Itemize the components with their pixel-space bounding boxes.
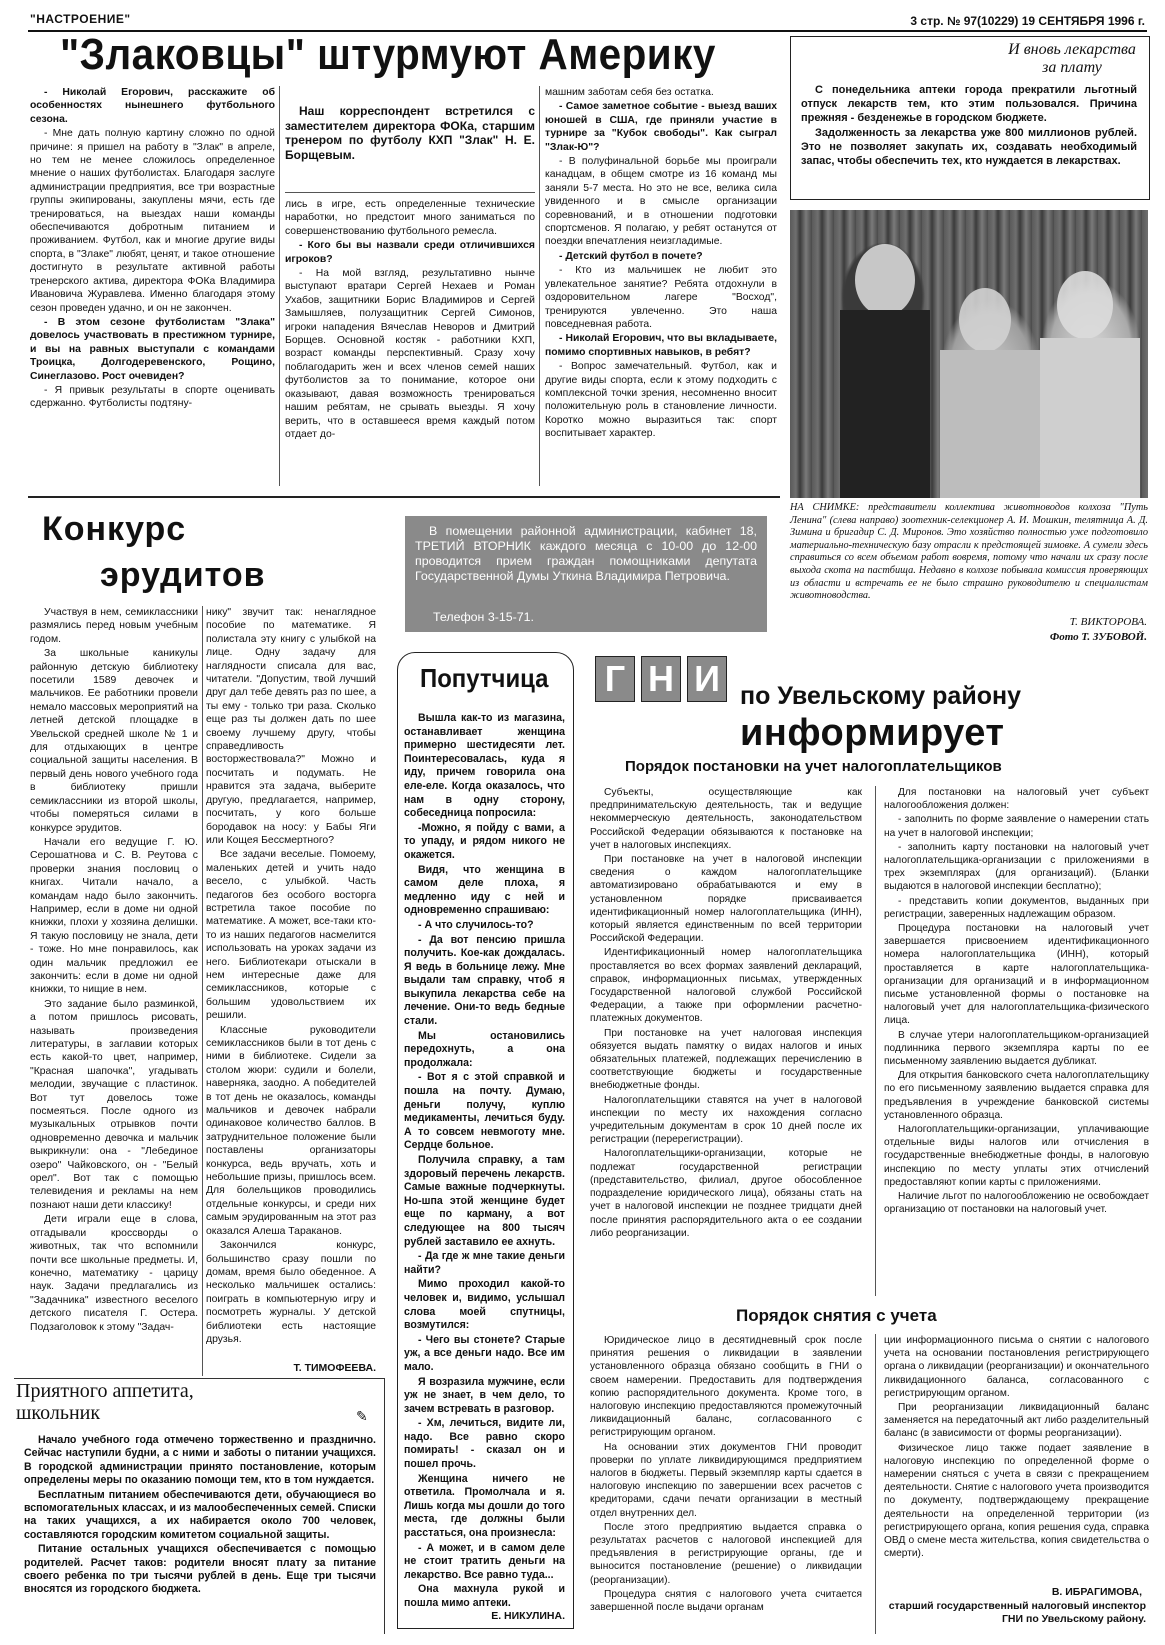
appetite-pencil-icon: ✎ — [356, 1408, 368, 1424]
paragraph: - В этом сезоне футболистам "Злака" довелось участвовать в престижном турнире, и вы на равных выступали с командами Троицка, Долгодеревенского, Рощино, Синеглазово. Рост очевиден? — [30, 316, 275, 382]
paragraph: Наличие льгот по налогообложению не освобождает организацию от постановки на налоговый учет. — [884, 1191, 1149, 1216]
section-rule — [28, 496, 780, 498]
zlak-col-1 — [30, 86, 275, 412]
paragraph: Бесплатным питанием обеспечиваются дети, обучающиеся во вспомогательных классах, и из малообеспеченных семей. Списки на таких учащихся, а их набирается около 700 человек, составляются городским комитетом социальной защиты. — [24, 1488, 376, 1541]
paragraph: - Мне дать полную картину сложно по одной причине: я пришел на работу в "Злак" в апреле, но тем не менее сложилось определенное мнение о наших футболистах. Благодаря заслуге администрации предприятия, все три возрастные группы экипированы, закуплены мячи, есть где тренироваться, на выездах наши команды обеспечиваются добротным питанием и проживанием. Футбол, как и многие другие виды спорта, в "Злаке" любят, ценят, и такое отношение достигнуто в результате активной работы тренерского актива, директора ФОКа Владимира Ивановича Журавлева. Именно благодаря этому сезон проведен удачно, и он не закончен. — [30, 128, 275, 314]
livestock-team-photo — [790, 210, 1148, 498]
paragraph: Субъекты, осуществляющие как предпринимательскую деятельность, так и ведущие некоммерческую деятельность, законодательством Российской Федерации обязываются к постановке на учет в налоговых инспекциях. — [590, 787, 862, 851]
paragraph: С понедельника аптеки города прекратили льготный отпуск лекарств тем, кто этим пользовался. Причина прежняя - безденежье в городском бюджете. — [801, 84, 1137, 124]
gni-subheading-2: Порядок снятия с учета — [736, 1306, 937, 1325]
caption-author: Т. ВИКТОРОВА. — [1069, 616, 1147, 628]
paragraph: Питание остальных учащихся обеспечивается с помощью родителей. Расчет таков: родители вносят плату за питание своего ребенка по три тысячи рублей в день. Еще три тысячи вносятся из городского бюджета. — [24, 1543, 376, 1596]
gni-col-4 — [884, 1334, 1149, 1561]
issue-info: 3 стр. № 97(10229) 19 СЕНТЯБРЯ 1996 г. — [910, 14, 1145, 28]
photo-credit: Фото Т. ЗУБОВОЙ. — [1049, 631, 1147, 643]
column-rule — [279, 86, 280, 486]
admin-notice — [405, 516, 767, 632]
gni-line-2: информирует — [740, 712, 1005, 754]
paragraph: Участвуя в нем, семиклассники размялись перед новым учебным годом. — [30, 607, 198, 645]
paragraph: - заполнить карту постановки на налоговый учет налогоплательщика-организации с приложениями в трех экземплярах (для организаций). (Бланки выдаются в налоговой инспекции бесплатно); — [884, 841, 1149, 893]
paragraph: Все задачи веселые. Помоему, маленьких детей и учить надо весело, с улыбкой. Часть педагогов без особого восторга встретила такое пособие по математике. А может, все-таки кто-то из наших педагогов насмелится использовать на уроках задачи из него. Библиотекари отыскали в нем интересные даже для семиклассников, которые с большим удовольствием их решили. — [206, 849, 376, 1022]
gni-letter: Г — [595, 656, 635, 702]
gni-author-role: старший государственный налоговый инспектор ГНИ по Увельскому району. — [888, 1600, 1146, 1625]
gni-col-3 — [590, 1334, 862, 1615]
column-rule — [875, 1334, 876, 1634]
paragraph: Дети играли еще в слова, отгадывали кроссворды о животных, так что вспомнили почти все школьные предметы. И, конечно, математику - царицу наук. Задачи предлагались из "Задачника" известного веселого детского писателя Г. Остера. Подзаголовок к этому "Задач- — [30, 1214, 198, 1333]
paragraph: Юридическое лицо в десятидневный срок после принятия решения о ликвидации в заявлении установленного образца обязано сообщить в ГНИ о своем намерении. Предоставить для подтверждения копию распорядительного документа. Кроме того, в налоговую инспекцию предоставляются промежуточный ликвидационный баланс, согласованного с регистрирующим органом. — [590, 1335, 862, 1439]
paragraph: На основании этих документов ГНИ проводит проверки по уплате ликвидирующимся предприятием налогов в бюджеты. Первый экземпляр карты сдается в налоговую инспекцию по завершении всех расчетов с кредиторами, сдачи печати организации в местный отдел внутренних дел. — [590, 1441, 862, 1519]
paragraph: Женщина ничего не ответила. Промолчала и я. Лишь когда мы дошли до того места, где должны были расстаться, она произнесла: — [404, 1472, 565, 1540]
paragraph: При постановке на учет в налоговой инспекции сведения о каждом налогоплательщике автоматизировано обрабатываются и ему в установленном порядке присваивается идентификационный номер налогоплательщика (ИНН), который является единственным по всей территории Российской Федерации. — [590, 854, 862, 945]
paragraph: - А что случилось-то? — [418, 918, 534, 931]
lead-rule — [285, 192, 535, 193]
gni-letters — [595, 656, 727, 702]
paragraph: Получила справку, а там здоровый перечень лекарств. Самые важные подчеркнуты. Но-шпа этой женщине будет еще по карману, а вот следующее на 800 тысяч рублей заставило ее ахнуть. — [404, 1154, 565, 1248]
appetite-title-2: школьник — [16, 1402, 101, 1424]
paragraph: Закончился конкурс, большинство сразу пошли по домам, время было обеденное. А несколько мальчишек остались: поиграть в компьютерную игру и посмотреть журналы. У детской библиотеки есть настоящие друзья. — [206, 1240, 376, 1345]
photo-caption: НА СНИМКЕ: представители коллектива животноводов колхоза "Путь Ленина" (слева направо) зоотехник-селекционер А. И. Мошкин, телятница А. Д. Зимина и бригадир С. Д. Миронов. Это хозяйство полностью уже подготовило материально-техническую базу отрасли к предстоящей зимовке. А сумели здесь справиться со всем объемом работ вовремя, потому что начали их сразу после выхода скота на пастбища. Недавно в колхозе побывала комиссия проверяющих из области и встречать ее не было страшно руководителю и специалистам животноводства. — [790, 502, 1148, 602]
paragraph: Идентификационный номер налогоплательщика проставляется во всех формах заявлений деклараций, справок, информационных письмах, утвержденных Государственной налоговой службой Российской Федерации, а также при оформлении расчетно-платежных документов. — [590, 947, 862, 1025]
zlak-col-3 — [545, 86, 777, 442]
contest-author: Т. ТИМОФЕЕВА. — [293, 1362, 376, 1374]
section-label: "НАСТРОЕНИЕ" — [30, 12, 131, 26]
paragraph: - На мой взгляд, результативно нынче выступают вратари Сергей Нехаев и Роман Ухабов, защитники Борис Владимиров и Сергей Замышляев, полузащитник Сергей Симонов, игроки нападения Вячеслав Неворов и Дмитрий Борщев. Основной костяк - работники КХП, возраст команды перспективный. Сразу хочу поблагодарить жен и всех членов семей наших футболистов за то понимание, которое они оказывают, давая возможность тренироваться нашим ребятам, не срывать выезды. Я хочу верить, что в оставшееся время каждый потом отдает до- — [285, 268, 535, 440]
medicine-box — [790, 36, 1150, 200]
zlak-title: "Злаковцы" штурмуют Америку — [60, 30, 716, 79]
contest-title-1: Конкурс — [42, 510, 187, 548]
column-rule — [875, 786, 876, 1296]
paragraph: - Да где ж мне такие деньги найти? — [404, 1250, 565, 1276]
paragraph: Я возразила мужчине, если уж не знает, в чем дело, то зачем встревать в разговор. — [404, 1375, 565, 1415]
zlak-lead: Наш корреспондент встретился с заместителем директора ФОКа, старшим тренером по футболу КХП "Злак" Н. Е. Борщевым. — [285, 104, 535, 162]
gni-letter: И — [687, 656, 727, 702]
paragraph: Это задание было разминкой, а потом пришлось рисовать, называть произведения литературы, в заглавии которых есть какой-то цвет, например, "Красная шапочка", угадывать мелодии, звучащие с пластинок. Вот тут довелось тоже посмеяться. После одного из музыкальных отрывков почти одновременно девочка и мальчик выкрикнули: она - "Лебединое озеро" Чайковского, он - "Белый орел". Вот так с помощью телевидения и рекламы на нем познают наши дети классику! — [30, 998, 198, 1211]
poputchitsa-author: Е. НИКУЛИНА. — [491, 1610, 565, 1622]
column-rule — [202, 606, 203, 1376]
gni-subheading-1: Порядок постановки на учет налогоплательщиков — [625, 758, 1002, 775]
paragraph: - представить копии документов, выданных при регистрации, заверенных надлежащим образом. — [884, 895, 1149, 920]
gni-col-1 — [590, 786, 862, 1241]
paragraph: Задолженность за лекарства уже 800 миллионов рублей. Это не позволяет закупать их, создавать необходимый запас, чтобы обеспечить тех, кто нуждается в лекарствах. — [801, 127, 1137, 167]
gni-col-2 — [884, 786, 1149, 1218]
paragraph: - А может, и в самом деле не стоит тратить деньги на лекарство. Все равно туда... — [404, 1541, 565, 1581]
paragraph: Классные руководители семиклассников были в тот день с ними в библиотеке. Сидели за столом жюри: судили и болели, наверняка, заодно. А победителей в тот день не оказалось, команды мальчиков и девочек набрали одинаковое количество баллов. В затруднительное положение были поставлены организаторы конкурса, ведь вручать, хоть и небольшие призы, пришлось всем. Для болельщиков проводились отдельные конкурсы, и среди них самым эрудированным на этот раз оказался Алеша Тараканов. — [206, 1024, 376, 1237]
paragraph: Видя, что женщина в самом деле плоха, я медленно иду с ней и одновременно спрашиваю: — [404, 863, 565, 917]
paragraph: Налогоплательщики ставятся на учет в налоговой инспекции по месту их нахождения согласно учредительным документам в срок 10 дней после их регистрации (перерегистрации). — [590, 1094, 862, 1146]
paragraph: ции информационного письма о снятии с налогового учета на основании постановления регистрирующего органа о ликвидации (реорганизации) и окончательного ликвидационного баланса, согласованного с регистрирующим органом. — [884, 1335, 1149, 1399]
paragraph: - Кого бы вы назвали среди отличившихся игроков? — [285, 240, 535, 265]
appetite-title-1: Приятного аппетита, — [16, 1380, 194, 1402]
contest-title-2: эрудитов — [100, 556, 266, 594]
paragraph: Начали его ведущие Г. Ю. Серошатнова и С. В. Реутова с проверки знания пословиц о книгах. Читали начало, а командам надо было закончить. Например, если в доме ни одной книжки, плохи у хозяина делишки. Я такую пословицу не знала, дети - тоже. Но мне понравилось, как один мальчик предложил ее закончить: если в доме ни одной книжки, то нищие в нем. — [30, 836, 198, 996]
paragraph: - Кто из мальчишек не любит это увлекательное занятие? Ребята отдохнули в оздоровительном лагере "Восход", тренируются увлеченно. Это наша повседневная работа. — [545, 265, 777, 330]
paragraph: Процедура постановки на налоговый учет завершается присвоением идентификационного номера налогоплательщика (ИНН), который проставляется в карте налогоплательщика-организации для организаций и в информационном письме установленной формы о постановке на налоговый учет для налогоплательщика-физического лица. — [884, 923, 1149, 1027]
paragraph: - Да вот пенсию пришла получить. Кое-как дождалась. Я ведь в больнице лежу. Мне выдали там справку, чтоб я выкупила лекарства себе на лечение. Они-то ведь бедные стали. — [404, 933, 565, 1028]
zlak-col-2 — [285, 198, 535, 442]
paragraph: Процедура снятия с налогового учета считается завершенной после выдачи органам — [590, 1588, 862, 1614]
paragraph: - Вот я с этой справкой и пошла на почту. Думаю, деньги получу, куплю медикаменты, лечиться буду. А то совсем невмоготу мне. Сердце больное. — [404, 1071, 565, 1152]
paragraph: Начало учебного года отмечено торжественно и празднично. Сейчас наступили будни, а с ними и заботы о питании учащихся. В городской администрации принято постановление, которым определены меры по оказанию помощи тем, кто в том нуждается. — [24, 1434, 376, 1487]
paragraph: - Хм, лечиться, видите ли, надо. Все равно скоро помирать! - сказал он и пошел прочь. — [404, 1417, 565, 1471]
admin-notice-text: В помещении районной администрации, кабинет 18, ТРЕТИЙ ВТОРНИК каждого месяца с 10-00 до 12-00 проводится прием граждан помощниками депутата Государственной Думы Уткина Владимира Петровича. — [415, 524, 757, 583]
paragraph: Налогоплательщики-организации, уплачивающие отдельные виды налогов или отчисления в государственные внебюджетные фонды, в налоговую инспекцию по месту уплаты этих отчислений предоставляют копии карты с приложениями. — [884, 1124, 1149, 1188]
medicine-body — [801, 83, 1137, 169]
paragraph: - Чего вы стонете? Старые уж, а все деньги надо. Все им мало. — [404, 1333, 565, 1373]
paragraph: Физическое лицо также подает заявление в налоговую инспекцию по определенной форме о намерении сняться с учета в связи с прекращением деятельности. Снятие с налогового учета производится по документу, подтверждающему прекращение деятельности на определенной территории (из регистрирующего органа, копия решения суда, справка ОВД о смене места жительства, копия свидетельства о смерти). — [884, 1442, 1149, 1560]
gni-line-1: по Увельскому району — [740, 682, 1021, 710]
paragraph: машним заботам себя без остатка. — [545, 87, 714, 98]
paragraph: После этого предприятию выдается справка о результатах расчетов с налоговой инспекцией для предъявления в регистрирующие органы, где и выносится постановление (решение) о ликвидации (реорганизации). — [590, 1521, 862, 1586]
appetite-body — [24, 1434, 376, 1598]
paragraph: За школьные каникулы районную детскую библиотеку посетили 1589 девочек и мальчиков. Ее работники провели немало массовых мероприятий на летней детской площадке в Увельской средней школе № 1 и для отдыхающих в центре социальной защиты населения. В первый день нового учебного года в библиотеку пришли семиклассники из второй школы, чтобы померяться силами в конкурсе эрудитов. — [30, 648, 198, 834]
contest-col-1 — [30, 606, 198, 1335]
paragraph: Для открытия банковского счета налогоплательщику по его письменному заявлению выдается справка для предъявления в учреждение банковской системы установленного образца. — [884, 1070, 1149, 1121]
column-rule — [539, 86, 540, 486]
paragraph: - Николай Егорович, что вы вкладываете, помимо спортивных навыков, в ребят? — [545, 333, 777, 358]
paragraph: Для постановки на налоговый учет субъект налогообложения должен: — [884, 787, 1149, 812]
paragraph: - Детский футбол в почете? — [559, 250, 703, 262]
paragraph: - Николай Егорович, расскажите об особенностях нынешнего футбольного сезона. — [30, 87, 275, 125]
paragraph: Вышла как-то из магазина, останавливает женщина примерно шестидесяти лет. Поинтересовалась, куда я иду, причем говорила она еле-еле. Когда оказалось, что нам в одну сторону, собеседница попросила: — [404, 712, 565, 820]
paragraph: При реорганизации ликвидационный баланс заменяется на передаточный акт либо разделительный баланс (в зависимости от формы реорганизации). — [884, 1402, 1149, 1440]
paragraph: - Вопрос замечательный. Футбол, как и другие виды спорта, если к этому подходить с комплексной точки зрения, несомненно вносит положительную роль в становление личности. Коротко можно выразиться так: спорт воспитывает характер. — [545, 361, 777, 440]
paragraph: - В полуфинальной борьбе мы проиграли канадцам, в общем смотре из 16 команд мы заняли 5-7 места. Но это не все, велика сила увиденного и в смысле организации соревнований, и в отношении подготовки спортсменов. Я полагаю, у ребят останутся от поездки впечатления неизгладимые. — [545, 156, 777, 248]
paragraph: -Можно, я пойду с вами, а то упаду, и рядом никого не окажется. — [404, 821, 565, 861]
gni-letter: Н — [641, 656, 681, 702]
medicine-title: И вновь лекарства за плату — [1008, 41, 1136, 76]
photo-figures — [790, 210, 1148, 498]
paragraph: В случае утери налогоплательщиком-организацией подлинника первого экземпляра карты по ее письменному заявлению выдается дубликат. — [884, 1029, 1149, 1068]
contest-col-2 — [206, 606, 376, 1347]
paragraph: Она махнула рукой и пошла мимо аптеки. — [404, 1583, 565, 1609]
paragraph: При постановке на учет налоговая инспекция обязуется выдать памятку о видах налогов и иных обязательных платежей, подлежащих перечислению в соответствующие бюджеты и государственные внебюджетные фонды. — [590, 1027, 862, 1092]
paragraph: Мы остановились передохнуть, а она продолжала: — [404, 1029, 565, 1069]
poputchitsa-title: Попутчица — [420, 663, 549, 693]
paragraph: нику" звучит так: ненаглядное пособие по математике. Я полистала эту книгу с улыбкой на лице. Одну задачу для наглядности списала для вас, читатели. "Допустим, твой лучший друг дал тебе девять раз по шее, а ты ему - только три раза. Сколько еще раз ты должен дать по шее своему лучшему другу, чтобы справедливость восторжествовала?" Можно и посчитать и подумать. Не нравится эта задача, выберите другую, предлагается, например, посчитать, у кого больше бородавок на носу: у Бабы Яги или Кощея Бессмертного? — [206, 607, 376, 846]
admin-notice-phone: Телефон 3-15-71. — [433, 610, 534, 624]
paragraph: - заполнить по форме заявление о намерении стать на учет в налоговой инспекции; — [884, 814, 1149, 839]
paragraph: Налогоплательщики-организации, которые не подлежат государственной регистрации (представительство, филиал, другое обособленное подразделение юридического лица), обязаны стать на учет в налоговой инспекции не позднее тридцати дней после принятия распорядительного акта о ее создании либо реорганизации. — [590, 1148, 862, 1239]
paragraph: - Я привык результаты в спорте оценивать сдержанно. Футболисты подтяну- — [30, 384, 275, 410]
poputchitsa-body — [404, 712, 565, 1612]
gni-author: В. ИБРАГИМОВА, — [1051, 1586, 1142, 1598]
paragraph: лись в игре, есть определенные технические наработки, но предстоит много заниматься по совершенствованию футбольного ремесла. — [285, 199, 535, 237]
paragraph: Мимо проходил какой-то человек и, видимо, услышал слова моей спутницы, возмутился: — [404, 1278, 565, 1332]
paragraph: - Самое заметное событие - выезд ваших юношей в США, где приняли участие в турнире за "Кубок свободы". Как сыграл "Злак-Ю"? — [545, 101, 777, 153]
